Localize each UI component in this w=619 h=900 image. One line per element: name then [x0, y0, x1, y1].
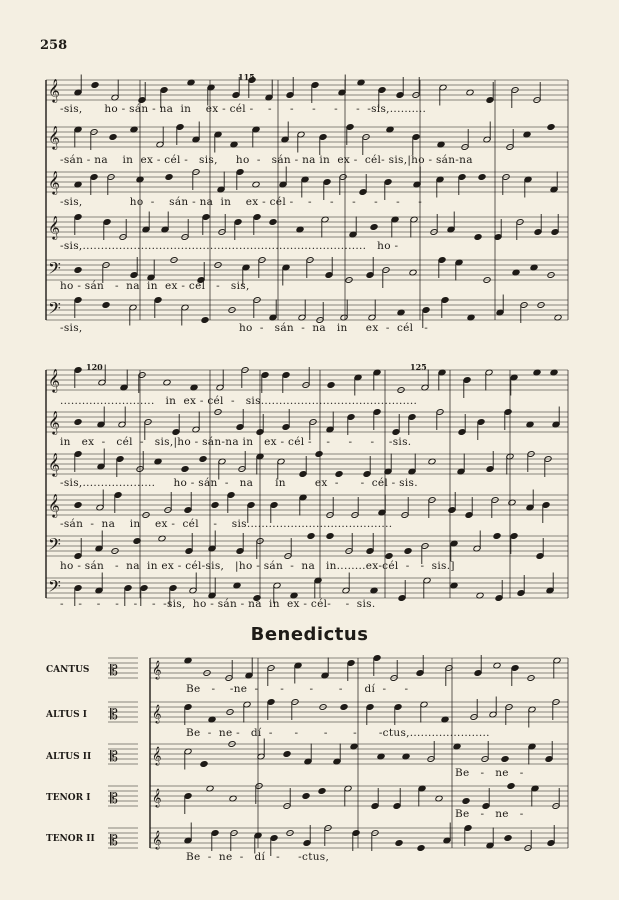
note-head: [315, 451, 323, 458]
note-head: [547, 124, 555, 131]
voice-label-altus-2: ALTUS II: [46, 752, 92, 762]
clef-icon: 𝄢: [48, 258, 61, 282]
lyric-line: Be - ne -: [455, 808, 524, 820]
lyric-line: -sán - na in ex - cél - sis, ho - sán - na in ex - cél- sis,|ho - sán-na: [60, 154, 473, 166]
note-head: [501, 756, 509, 763]
note-head: [340, 704, 348, 711]
clef-icon: 𝄞: [48, 368, 60, 392]
c-clef-icon: 𝄡: [110, 833, 118, 849]
note-head: [211, 502, 219, 509]
note-head: [91, 82, 99, 89]
lyric-line: Be - -ne - - - - dí - -: [186, 683, 409, 695]
lyric-line: -sis, ho - sán - na in ex - cél - - - - - - -sis,..........: [60, 103, 427, 115]
lyric-line: -sis, ho - sán - na in ex - cél - - - - - - -: [60, 196, 423, 208]
note-head: [199, 456, 207, 463]
note-head: [269, 219, 277, 226]
lyric-line: Be - ne -: [455, 767, 524, 779]
voice-label-altus-1: ALTUS I: [46, 710, 87, 720]
note-head: [504, 835, 512, 842]
note-head: [74, 419, 82, 426]
measure-number: 115: [238, 72, 255, 82]
clef-icon: 𝄞: [48, 215, 60, 239]
lyric-line: ho - sán - na in ex - cél-sis, |ho - sán - na in........ex-cél - - sis.]: [60, 560, 455, 572]
note-head: [302, 793, 310, 800]
measure-number: 125: [410, 362, 427, 372]
note-head: [326, 533, 334, 540]
note-head: [370, 224, 378, 231]
voice-label-tenor-2: TENOR II: [46, 834, 95, 844]
clef-icon: 𝄞: [48, 493, 60, 517]
note-head: [462, 798, 470, 805]
lyric-line: - - - - - - -sis, ho - sán - na in ex - cél- - sis.: [60, 598, 376, 610]
page-number: 258: [40, 38, 68, 53]
clef-icon: 𝄞: [48, 452, 60, 476]
clef-icon: 𝄞: [48, 125, 60, 149]
clef-icon: 𝄞: [152, 704, 162, 723]
clef-icon: 𝄢: [48, 298, 61, 322]
measure-number: 120: [86, 362, 103, 372]
note-head: [507, 783, 515, 790]
clef-icon: 𝄞: [152, 660, 162, 679]
note-head: [493, 533, 501, 540]
lyric-line: -sis,.............................................................................. ho -: [60, 240, 399, 252]
clef-icon: 𝄢: [48, 534, 61, 558]
clef-icon: 𝄞: [152, 746, 162, 765]
lyric-line: in ex - cél - sis,|ho - sán-na in ex - cél - - - - -sis.: [60, 436, 412, 448]
note-head: [181, 466, 189, 473]
lyric-line: -sis,.................... ho - sán - na in ex - - cél - sis.: [60, 477, 418, 489]
c-clef-icon: 𝄡: [110, 791, 118, 807]
note-head: [395, 840, 403, 847]
note-head: [102, 302, 110, 309]
clef-icon: 𝄞: [48, 410, 60, 434]
clef-icon: 𝄞: [48, 170, 60, 194]
c-clef-icon: 𝄡: [110, 749, 118, 765]
note-head: [478, 174, 486, 181]
section-title: Benedictus: [250, 624, 369, 645]
note-head: [327, 382, 335, 389]
note-head: [165, 174, 173, 181]
note-head: [74, 502, 82, 509]
note-head: [307, 533, 315, 540]
lyric-line: .......................... in ex - cél - sis...........................................: [60, 395, 418, 407]
note-head: [200, 761, 208, 768]
clef-icon: 𝄞: [48, 78, 60, 102]
clef-icon: 𝄞: [152, 788, 162, 807]
c-clef-icon: 𝄡: [110, 707, 118, 723]
c-clef-icon: 𝄡: [110, 663, 118, 679]
voice-label-cantus: CANTUS: [46, 665, 90, 675]
clef-icon: 𝄞: [152, 830, 162, 849]
lyric-line: Be - ne - dí - - - - -ctus,......................: [186, 727, 490, 739]
clef-icon: 𝄢: [48, 576, 61, 600]
note-head: [318, 788, 326, 795]
lyric-line: -sis, ho - sán - na in ex - cél -: [60, 322, 429, 334]
voice-label-tenor-1: TENOR I: [46, 793, 91, 803]
lyric-line: -sán - na in ex - cél - sis........................................: [60, 518, 393, 530]
note-head: [385, 553, 393, 560]
lyric-line: ho - sán - na in ex - cél - sis,: [60, 280, 250, 292]
note-head: [404, 548, 412, 555]
note-head: [283, 751, 291, 758]
note-head: [74, 267, 82, 274]
note-head: [109, 134, 117, 141]
lyric-line: Be - ne - dí - -ctus,: [186, 851, 330, 863]
